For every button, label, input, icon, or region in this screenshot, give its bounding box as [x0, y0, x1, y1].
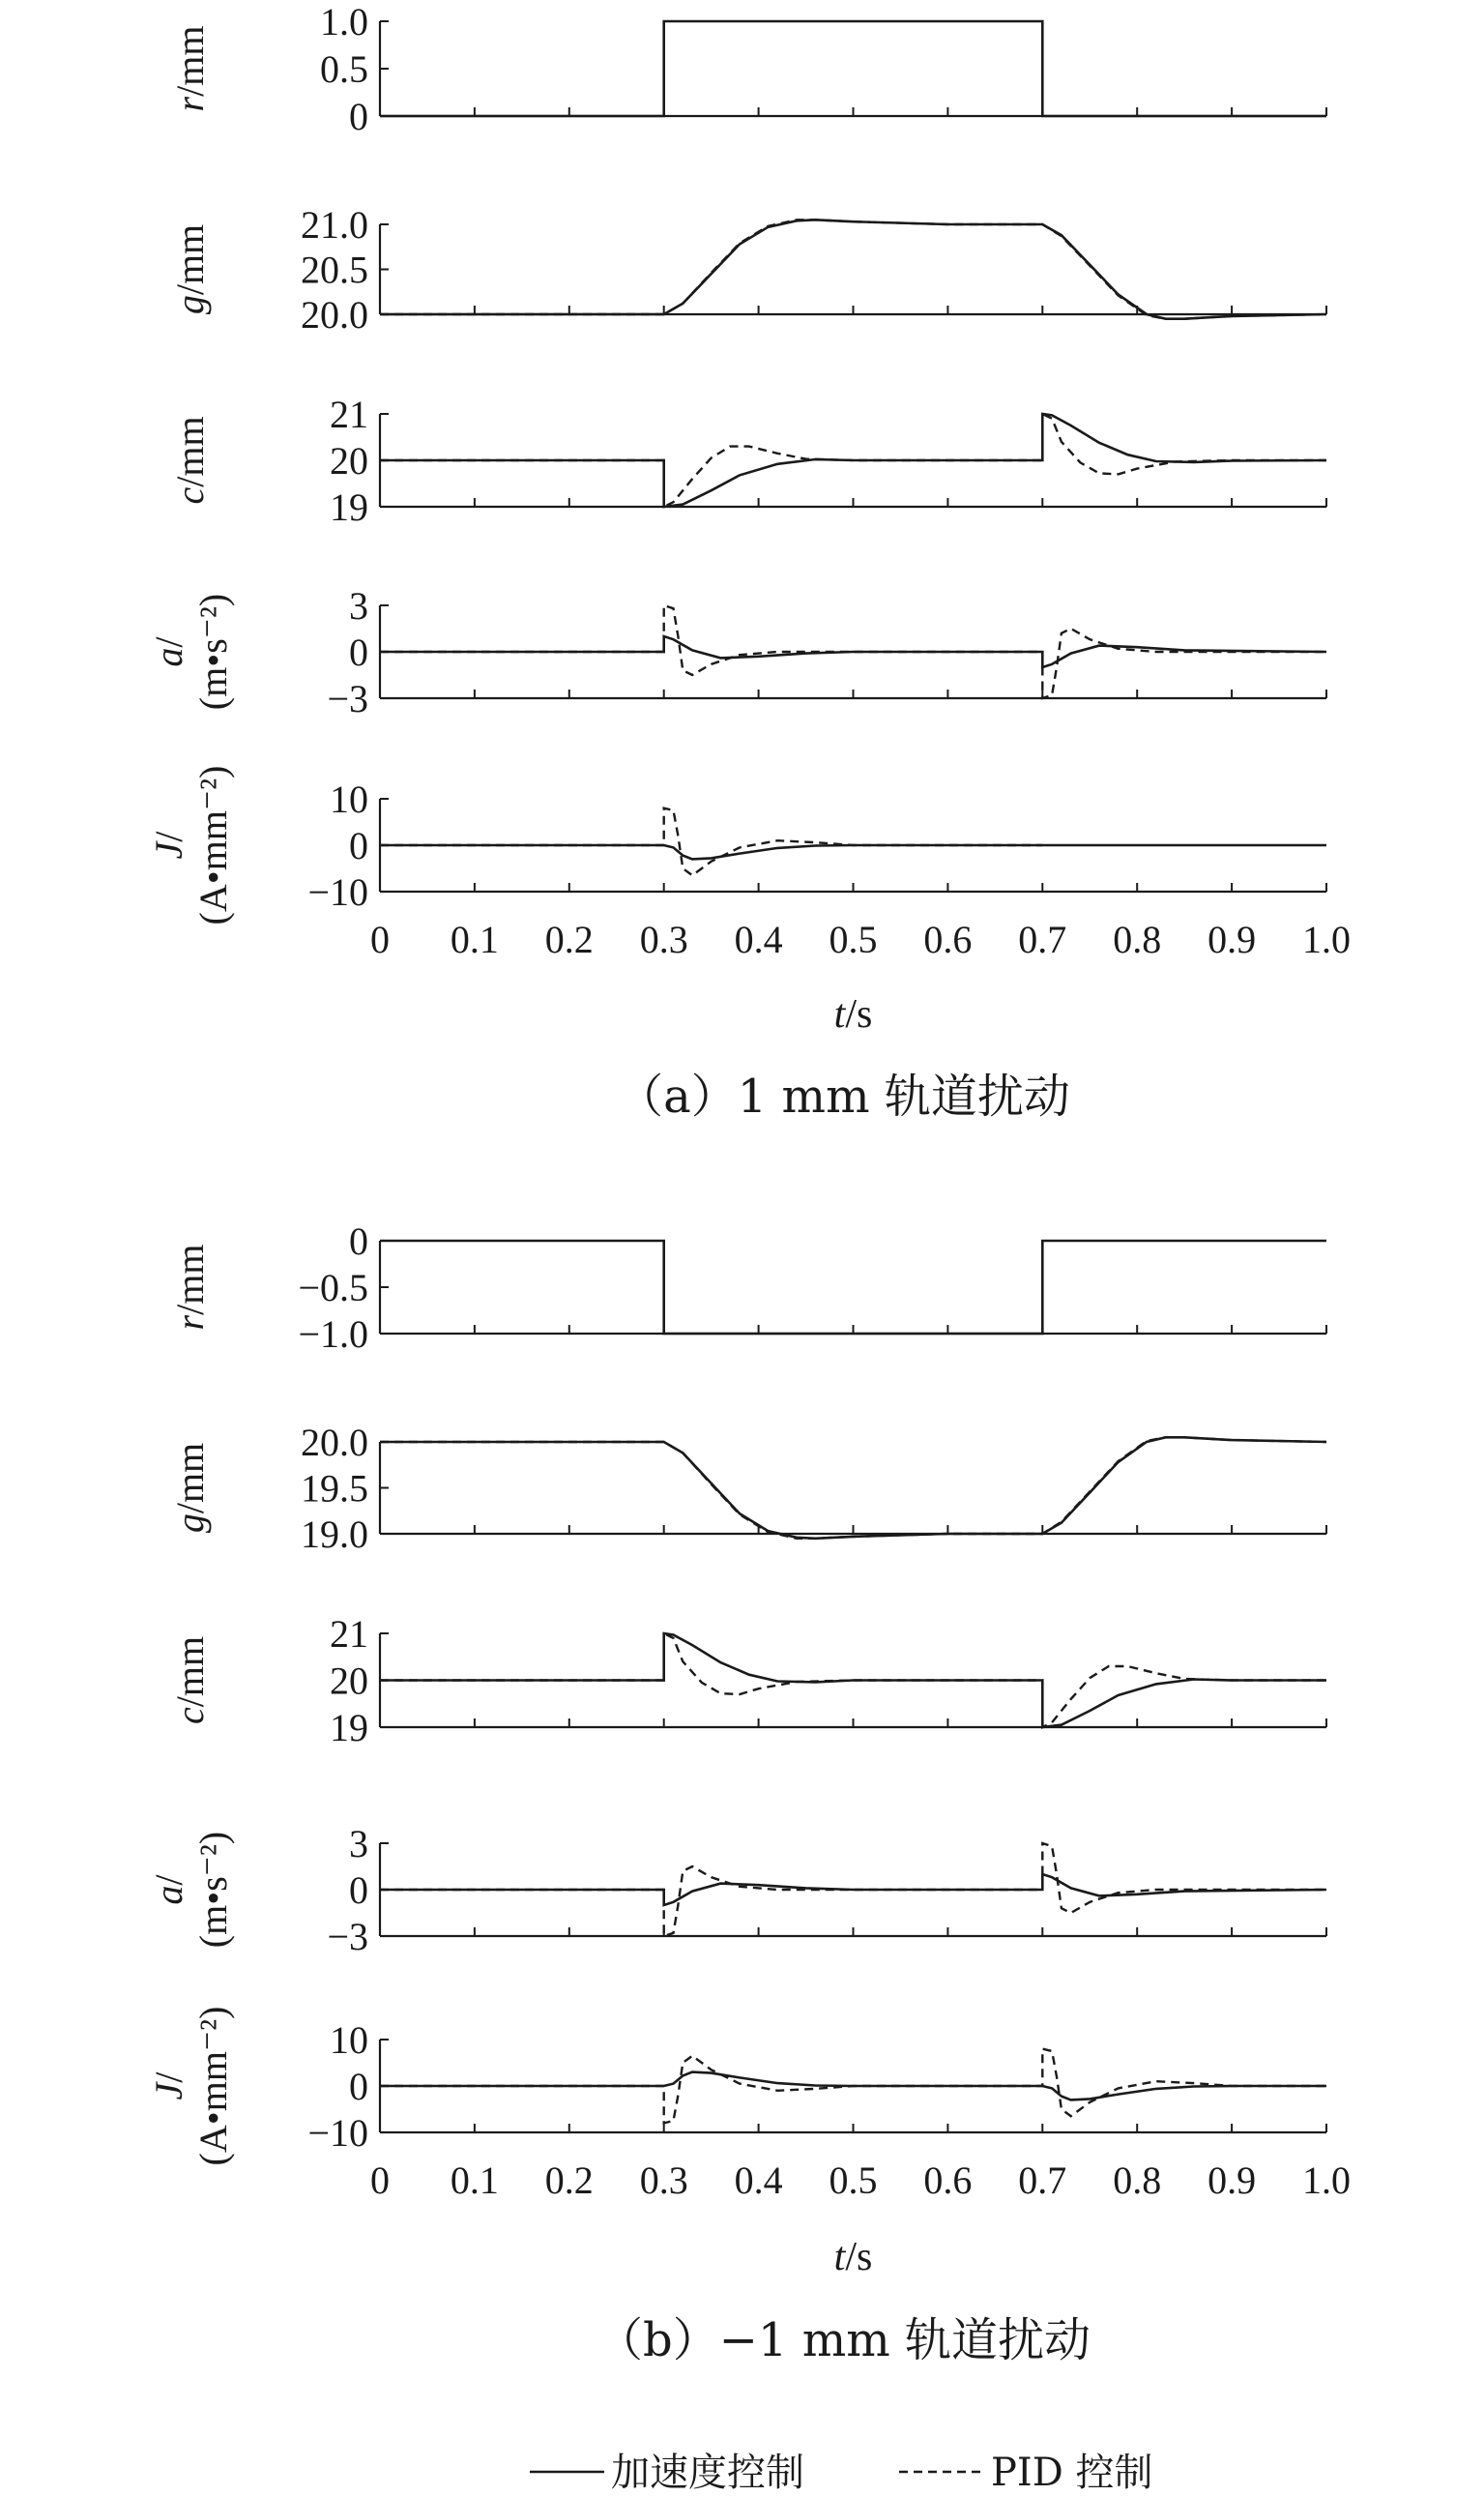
y-tick-label: 20.0 — [301, 1421, 368, 1464]
series-accel-line — [380, 1633, 1326, 1727]
y-tick-label: 21 — [330, 393, 368, 436]
y-tick-label: −0.5 — [298, 1266, 368, 1309]
series-pid-line — [380, 808, 1042, 876]
y-tick-label: 10 — [330, 778, 368, 821]
y-tick-label: 19.0 — [301, 1512, 368, 1556]
y-tick-label: 21 — [330, 1612, 368, 1656]
y-tick-label: 3 — [349, 584, 368, 628]
y-tick-label: 10 — [330, 2018, 368, 2062]
x-tick-label: 0.8 — [1113, 918, 1162, 961]
panel-1 — [168, 0, 1326, 138]
x-tick-label: 0.7 — [1018, 2158, 1067, 2202]
y-tick-label: 20 — [330, 1659, 368, 1703]
x-tick-label: 0.4 — [734, 918, 783, 961]
chart-caption: （b）−1 mm 轨道扰动 — [596, 2313, 1091, 2367]
y-tick-label: 19.5 — [301, 1466, 368, 1511]
x-tick-label: 0.3 — [639, 2158, 688, 2202]
x-tick-label: 0 — [370, 918, 390, 961]
y-axis-label: g/mm — [168, 223, 212, 315]
chart-a — [147, 0, 1351, 1124]
legend — [530, 2451, 1153, 2495]
y-tick-label: 0 — [349, 631, 368, 674]
series-pid-line — [380, 1437, 1326, 1539]
panel-2 — [168, 1421, 1326, 1556]
y-tick-label: 19 — [330, 1706, 368, 1749]
x-tick-label: 0.6 — [923, 918, 973, 961]
y-tick-label: 20.0 — [301, 293, 368, 337]
y-tick-label: 20 — [330, 439, 368, 483]
series-accel-line — [380, 21, 1326, 116]
series-accel-line — [380, 1437, 1326, 1539]
x-axis-label: t/s — [833, 2235, 873, 2279]
y-axis-label: a/(m•s⁻²) — [147, 1831, 235, 1949]
y-tick-label: 0.5 — [320, 47, 368, 91]
panel-5 — [147, 766, 1326, 925]
x-axis-label: t/s — [833, 992, 873, 1037]
panel-3 — [168, 1612, 1326, 1749]
y-tick-label: −3 — [327, 1915, 368, 1958]
y-tick-label: 19 — [330, 485, 368, 529]
x-tick-label: 0.1 — [450, 2158, 499, 2202]
panel-2 — [168, 203, 1326, 337]
x-tick-label: 0.5 — [829, 918, 878, 961]
y-axis-label: g/mm — [168, 1442, 212, 1534]
panel-3 — [168, 393, 1326, 529]
panel-1 — [168, 1219, 1326, 1356]
y-axis-label: c/mm — [168, 1635, 212, 1725]
legend-label-accel: 加速度控制 — [611, 2451, 804, 2495]
chart-caption: （a）1 mm 轨道扰动 — [617, 1070, 1070, 1124]
series-accel-line — [380, 220, 1326, 318]
panel-5 — [147, 2007, 1326, 2166]
series-accel-line — [380, 414, 1326, 507]
y-tick-label: 0 — [349, 1219, 368, 1263]
x-tick-label: 0.9 — [1208, 2158, 1257, 2202]
x-tick-label: 1.0 — [1302, 2158, 1351, 2202]
series-accel-line — [380, 845, 1326, 859]
y-tick-label: 20.5 — [301, 248, 368, 292]
x-tick-label: 0.8 — [1113, 2158, 1162, 2202]
x-tick-label: 1.0 — [1302, 918, 1351, 961]
x-tick-label: 0.3 — [639, 918, 688, 961]
series-accel-line — [380, 1241, 1326, 1334]
y-tick-label: −10 — [307, 870, 368, 914]
y-axis-label: r/mm — [168, 25, 212, 112]
y-tick-label: 1.0 — [320, 0, 368, 44]
y-axis-label: r/mm — [168, 1244, 212, 1331]
panel-4 — [147, 584, 1326, 720]
x-tick-label: 0.5 — [829, 2158, 878, 2202]
y-tick-label: 0 — [349, 824, 368, 867]
x-tick-label: 0.9 — [1208, 918, 1257, 961]
y-tick-label: −1.0 — [298, 1312, 368, 1356]
series-pid-line — [380, 220, 1326, 318]
y-tick-label: 3 — [349, 1822, 368, 1865]
x-tick-label: 0.1 — [450, 918, 499, 961]
x-tick-label: 0 — [370, 2158, 390, 2202]
x-tick-label: 0.2 — [544, 918, 594, 961]
panel-4 — [147, 1822, 1326, 1958]
y-axis-label: J/(A•mm⁻²) — [147, 765, 235, 925]
y-tick-label: 21.0 — [301, 203, 368, 247]
y-tick-label: −10 — [307, 2111, 368, 2155]
y-axis-label: c/mm — [168, 416, 212, 505]
legend-label-pid: PID 控制 — [991, 2451, 1153, 2495]
y-tick-label: 0 — [349, 95, 368, 138]
y-axis-label: a/(m•s⁻²) — [147, 593, 235, 711]
chart-b — [147, 1219, 1351, 2367]
x-tick-label: 0.6 — [923, 2158, 973, 2202]
x-tick-label: 0.4 — [734, 2158, 783, 2202]
y-tick-label: 0 — [349, 1868, 368, 1912]
y-tick-label: 0 — [349, 2065, 368, 2108]
x-tick-label: 0.2 — [544, 2158, 594, 2202]
x-tick-label: 0.7 — [1018, 918, 1067, 961]
y-axis-label: J/(A•mm⁻²) — [147, 2006, 235, 2166]
y-tick-label: −3 — [327, 677, 368, 720]
